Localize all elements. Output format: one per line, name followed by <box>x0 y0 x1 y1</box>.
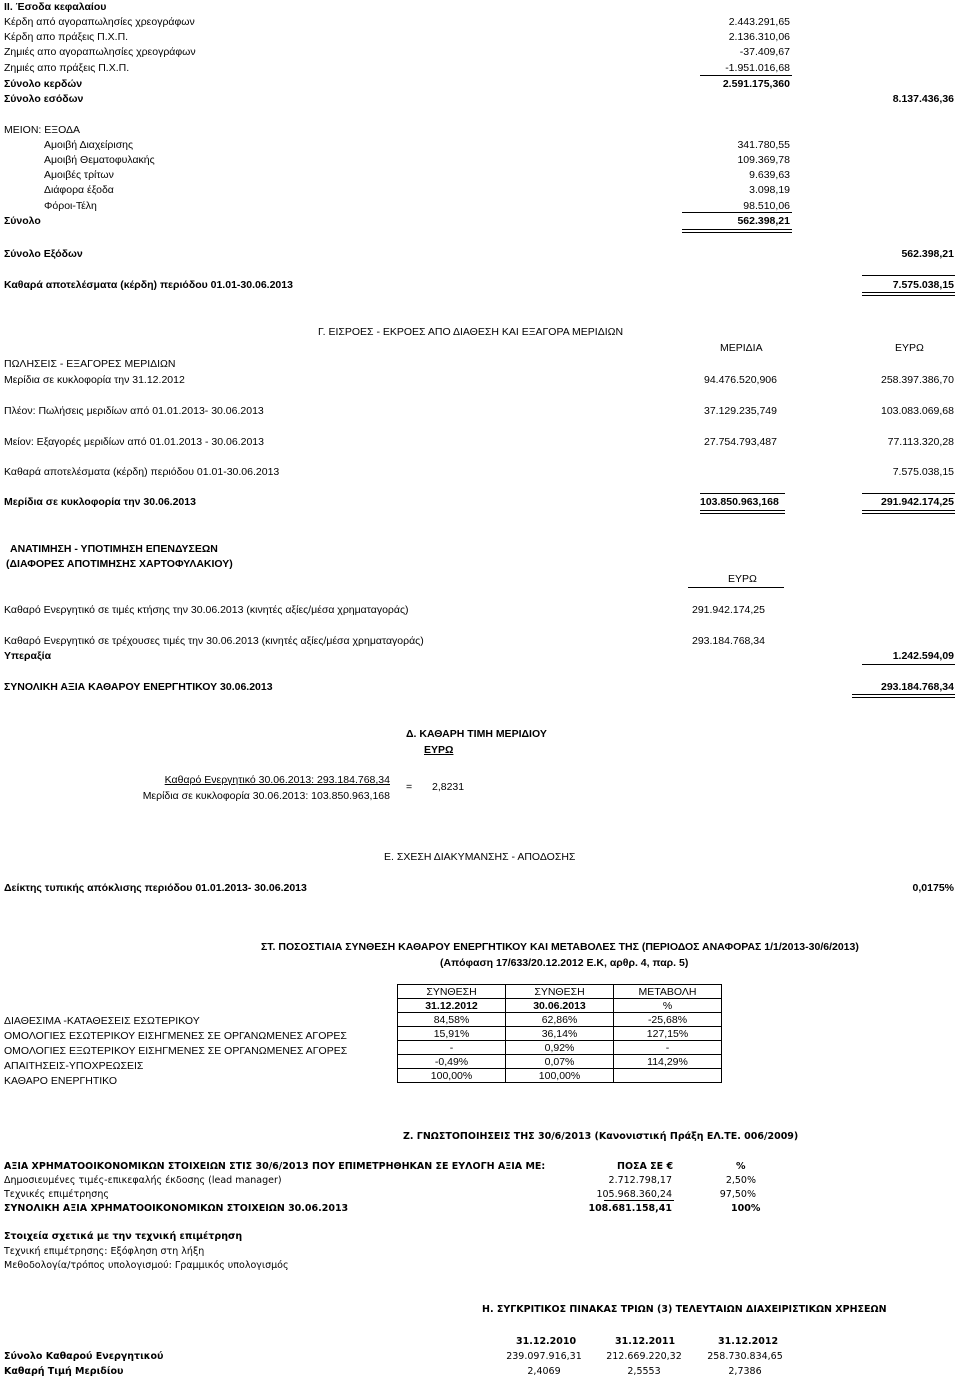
row-value: 2.443.291,65 <box>728 16 790 28</box>
cell: 127,15% <box>614 1027 722 1041</box>
row-units: 27.754.793,487 <box>704 436 777 448</box>
comparative-row-label: Καθαρή Τιμή Μεριδίου <box>4 1366 124 1377</box>
cell: 36,14% <box>506 1027 614 1041</box>
cell: 0,92% <box>506 1041 614 1055</box>
double-underline <box>852 694 955 698</box>
expenses-subtotal-value: 562.398,21 <box>737 215 790 227</box>
fair-value-row-pct: 97,50% <box>719 1189 756 1200</box>
surplus-value: 1.242.594,09 <box>892 650 954 662</box>
expense-value: 341.780,55 <box>737 139 790 151</box>
cell: 114,29% <box>614 1055 722 1069</box>
net-result-label: Καθαρά αποτελέσματα (κέρδη) περιόδου 01.01-30.06.2013 <box>4 279 293 291</box>
surplus-label: Υπεραξία <box>4 650 52 662</box>
cell: 100,00% <box>506 1069 614 1083</box>
row-label: Μείον: Εξαγορές μεριδίων από 01.01.2013 - 30.06.2013 <box>4 436 264 448</box>
section-title-volatility: Ε. ΣΧΕΣΗ ΔΙΑΚΥΜΑΝΣΗΣ - ΑΠΟΔΟΣΗΣ <box>384 851 576 863</box>
fair-value-row-label: Τεχνικές επιμέτρησης <box>4 1189 109 1200</box>
cell: -0,49% <box>398 1055 506 1069</box>
profit-total-label: Σύνολο κερδών <box>4 78 83 90</box>
divider <box>688 587 784 588</box>
equals-sign: = <box>406 781 413 793</box>
expense-value: 3.098,19 <box>749 184 790 196</box>
divider <box>682 212 792 213</box>
comparative-row-label: Σύνολο Καθαρού Ενεργητικού <box>4 1351 164 1362</box>
sales-header: ΠΩΛΗΣΕΙΣ - ΕΞΑΓΟΡΕΣ ΜΕΡΙΔΙΩΝ <box>4 358 176 370</box>
table-row <box>398 1055 722 1069</box>
table-row <box>398 1013 722 1027</box>
nav-numerator: Καθαρό Ενεργητικό 30.06.2013: 293.184.768,34 <box>164 774 390 786</box>
double-underline <box>700 510 785 514</box>
header-cell <box>398 999 506 1013</box>
nav-denominator: Μερίδια σε κυκλοφορία 30.06.2013: 103.850.963,168 <box>142 790 390 802</box>
row-value: -1.951.016,68 <box>725 62 790 74</box>
income-total-label: Σύνολο εσόδων <box>4 93 84 105</box>
comparative-value: 239.097.916,31 <box>506 1351 582 1362</box>
year-header: 31.12.2011 <box>615 1336 676 1347</box>
divider <box>862 275 955 276</box>
fair-value-row-amount: 105.968.360,24 <box>596 1189 672 1200</box>
double-underline <box>862 292 955 296</box>
fair-value-amount-header: ΠΟΣΑ ΣΕ € <box>617 1161 674 1172</box>
expenses-subtotal-label: Σύνολο <box>4 215 41 227</box>
comparative-value: 258.730.834,65 <box>707 1351 783 1362</box>
fair-value-total-label: ΣΥΝΟΛΙΚΗ ΑΞΙΑ ΧΡΗΜΑΤΟΟΙΚΟΝΟΜΙΚΩΝ ΣΤΟΙΧΕΙΩΝ 30.06.2013 <box>4 1203 349 1214</box>
fair-value-total-amount: 108.681.158,41 <box>588 1203 672 1214</box>
fair-value-pct-header: % <box>736 1161 746 1172</box>
header-cell <box>614 999 722 1013</box>
row-euro: 7.575.038,15 <box>892 466 954 478</box>
valuation-title: ΑΝΑΤΙΜΗΣΗ - ΥΠΟΤΙΜΗΣΗ ΕΠΕΝΔΥΣΕΩΝ <box>10 543 218 555</box>
expense-label: Διάφορα έξοδα <box>44 184 114 196</box>
section-title-disclosures: Ζ. ΓΝΩΣΤΟΠΟΙΗΣΕΙΣ ΤΗΣ 30/6/2013 (Κανονιστική Πράξη ΕΛ.ΤΕ. 006/2009) <box>403 1131 799 1142</box>
row-label: Κέρδη από αγοραπωλησίες χρεογράφων <box>4 16 195 28</box>
fair-value-row-amount: 2.712.798,17 <box>608 1175 672 1186</box>
header-text: 31.12.2012 <box>425 999 478 1012</box>
comparative-value: 2,7386 <box>728 1366 762 1377</box>
row-value: -37.409,67 <box>739 46 790 58</box>
row-label: Καθαρά αποτελέσματα (κέρδη) περιόδου 01.01-30.06.2013 <box>4 466 280 478</box>
cost-label: Καθαρό Ενεργητικό σε τιμές κτήσης την 30.06.2013 (κινητές αξίες/μέσα χρηματαγοράς) <box>4 604 409 616</box>
divider <box>862 664 955 665</box>
col-header-euro: ΕΥΡΩ <box>728 573 757 585</box>
composition-table <box>397 984 722 1083</box>
less-expenses-label: ΜΕΙΟΝ: ΕΞΟΔΑ <box>4 124 81 136</box>
divider <box>604 1200 674 1201</box>
row-label: Κέρδη απο πράξεις Π.Χ.Π. <box>4 31 129 43</box>
cell <box>614 1069 722 1083</box>
cell: 62,86% <box>506 1013 614 1027</box>
double-underline <box>862 510 955 514</box>
composition-header-row <box>398 985 722 999</box>
header-text: ΣΥΝΘΕΣΗ <box>426 985 477 998</box>
final-euro-value: 291.942.174,25 <box>881 496 954 508</box>
section-title-nav-per-unit: Δ. ΚΑΘΑΡΗ ΤΙΜΗ ΜΕΡΙΔΙΟΥ <box>406 728 547 740</box>
comparative-value: 212.669.220,32 <box>606 1351 682 1362</box>
expense-label: Αμοιβές τρίτων <box>44 169 114 181</box>
table-row <box>398 1027 722 1041</box>
row-units: 94.476.520,906 <box>704 374 777 386</box>
expense-label: Φόροι-Τέλη <box>44 200 97 212</box>
composition-row-label: ΚΑΘΑΡΟ ΕΝΕΡΓΗΤΙΚΟ <box>4 1075 117 1087</box>
header-cell <box>506 999 614 1013</box>
row-label: Ζημιές απο πράξεις Π.Χ.Π. <box>4 62 130 74</box>
header-text: 30.06.2013 <box>533 999 586 1012</box>
composition-subtitle: (Απόφαση 17/633/20.12.2012 Ε.Κ, αρθρ. 4, παρ. 5) <box>440 957 689 969</box>
table-row <box>398 1041 722 1055</box>
header-text: ΜΕΤΑΒΟΛΗ <box>638 985 697 998</box>
double-underline <box>682 229 792 233</box>
current-label: Καθαρό Ενεργητικό σε τρέχουσες τιμές την 30.06.2013 (κινητές αξίες/μέσα χρηματαγοράς) <box>4 635 424 647</box>
row-euro: 258.397.386,70 <box>881 374 954 386</box>
cost-value: 291.942.174,25 <box>692 604 765 616</box>
cell: 15,91% <box>398 1027 506 1041</box>
divider <box>700 493 785 494</box>
expense-label: Αμοιβή Θεματοφυλακής <box>44 154 155 166</box>
std-dev-value: 0,0175% <box>912 882 954 894</box>
expense-value: 109.369,78 <box>737 154 790 166</box>
col-header-euro: ΕΥΡΩ <box>895 342 924 354</box>
tech-line: Τεχνική επιμέτρησης: Εξόφληση στη λήξη <box>4 1246 205 1257</box>
header-cell <box>398 985 506 999</box>
cell: - <box>614 1041 722 1055</box>
cell: 0,07% <box>506 1055 614 1069</box>
final-units-value: 103.850.963,168 <box>700 496 779 508</box>
header-cell <box>614 985 722 999</box>
col-header-units: ΜΕΡΙΔΙΑ <box>720 342 763 354</box>
composition-row-label: ΟΜΟΛΟΓΙΕΣ ΕΞΩΤΕΡΙΚΟΥ ΕΙΣΗΓΜΕΝΕΣ ΣΕ ΟΡΓΑΝΩΜΕΝΕΣ ΑΓΟΡΕΣ <box>4 1045 348 1057</box>
row-value: 2.136.310,06 <box>728 31 790 43</box>
header-text: ΣΥΝΘΕΣΗ <box>534 985 585 998</box>
cell: 84,58% <box>398 1013 506 1027</box>
cell: 100,00% <box>398 1069 506 1083</box>
expenses-total-label: Σύνολο Εξόδων <box>4 248 83 260</box>
income-total-value: 8.137.436,36 <box>892 93 954 105</box>
cell: -25,68% <box>614 1013 722 1027</box>
comparative-value: 2,4069 <box>527 1366 561 1377</box>
year-header: 31.12.2012 <box>718 1336 779 1347</box>
profit-total-value: 2.591.175,360 <box>722 78 790 90</box>
fair-value-header: ΑΞΙΑ ΧΡΗΜΑΤΟΟΙΚΟΝΟΜΙΚΩΝ ΣΤΟΙΧΕΙΩΝ ΣΤΙΣ 30/6/2013 ΠΟΥ ΕΠΙΜΕΤΡΗΘΗΚΑΝ ΣΕ ΕΥΛΟΓΗ ΑΞΙΑ ΜΕ: <box>4 1161 546 1172</box>
composition-row-label: ΟΜΟΛΟΓΙΕΣ ΕΣΩΤΕΡΙΚΟΥ ΕΙΣΗΓΜΕΝΕΣ ΣΕ ΟΡΓΑΝΩΜΕΝΕΣ ΑΓΟΡΕΣ <box>4 1030 347 1042</box>
fair-value-total-pct: 100% <box>731 1203 761 1214</box>
header-cell <box>506 985 614 999</box>
fair-value-row-pct: 2,50% <box>725 1175 756 1186</box>
composition-header-row <box>398 999 722 1013</box>
net-result-value: 7.575.038,15 <box>892 279 954 291</box>
row-euro: 103.083.069,68 <box>881 405 954 417</box>
composition-row-label: ΔΙΑΘΕΣΙΜΑ -ΚΑΤΑΘΕΣΕΙΣ ΕΣΩΤΕΡΙΚΟΥ <box>4 1015 200 1027</box>
section-title-inflows-outflows: Γ. ΕΙΣΡΟΕΣ - ΕΚΡΟΕΣ ΑΠΟ ΔΙΑΘΕΣΗ ΚΑΙ ΕΞΑΓΟΡΑ ΜΕΡΙΔΙΩΝ <box>318 326 624 338</box>
fair-value-row-label: Δημοσιευμένες τιμές-επικεφαλής έκδοσης (lead manager) <box>4 1175 282 1186</box>
expense-label: Αμοιβή Διαχείρισης <box>44 139 134 151</box>
comparative-value: 2,5553 <box>627 1366 661 1377</box>
composition-row-label: ΑΠΑΙΤΗΣΕΙΣ-ΥΠΟΧΡΕΩΣΕΙΣ <box>4 1060 144 1072</box>
expense-value: 9.639,63 <box>749 169 790 181</box>
nav-label: ΣΥΝΟΛΙΚΗ ΑΞΙΑ ΚΑΘΑΡΟΥ ΕΝΕΡΓΗΤΙΚΟΥ 30.06.2013 <box>4 681 273 693</box>
tech-title: Στοιχεία σχετικά με την τεχνική επιμέτρηση <box>4 1231 243 1242</box>
section-title-composition: ΣΤ. ΠΟΣΟΣΤΙΑΙΑ ΣΥΝΘΕΣΗ ΚΑΘΑΡΟΥ ΕΝΕΡΓΗΤΙΚΟΥ ΚΑΙ ΜΕΤΑΒΟΛΕΣ ΤΗΣ (ΠΕΡΙΟΔΟΣ ΑΝΑΦΟΡΑΣ 1/1/2013-30/6/2013) <box>261 941 859 953</box>
nav-value: 293.184.768,34 <box>881 681 954 693</box>
final-units-label: Μερίδια σε κυκλοφορία την 30.06.2013 <box>4 496 196 508</box>
tech-line: Μεθοδολογία/τρόπος υπολογισμού: Γραμμικός υπολογισμός <box>4 1260 289 1271</box>
row-euro: 77.113.320,28 <box>887 436 954 448</box>
expenses-total-value: 562.398,21 <box>901 248 954 260</box>
divider <box>700 75 792 76</box>
expense-value: 98.510,06 <box>743 200 790 212</box>
cell: - <box>398 1041 506 1055</box>
row-label: Πλέον: Πωλήσεις μεριδίων από 01.01.2013- 30.06.2013 <box>4 405 264 417</box>
year-header: 31.12.2010 <box>516 1336 577 1347</box>
divider <box>862 493 955 494</box>
table-row <box>398 1069 722 1083</box>
std-dev-label: Δείκτης τυπικής απόκλισης περιόδου 01.01.2013- 30.06.2013 <box>4 882 307 894</box>
row-label: Μερίδια σε κυκλοφορία την 31.12.2012 <box>4 374 185 386</box>
section-title-comparative: Η. ΣΥΓΚΡΙΤΙΚΟΣ ΠΙΝΑΚΑΣ ΤΡΙΩΝ (3) ΤΕΛΕΥΤΑΙΩΝ ΔΙΑΧΕΙΡΙΣΤΙΚΩΝ ΧΡΗΣΕΩΝ <box>482 1304 887 1315</box>
row-units: 37.129.235,749 <box>704 405 777 417</box>
header-text: % <box>662 999 673 1012</box>
row-label: Ζημιές απο αγοραπωλησίες χρεογράφων <box>4 46 196 58</box>
nav-result: 2,8231 <box>432 781 465 793</box>
current-value: 293.184.768,34 <box>692 635 765 647</box>
valuation-subtitle: (ΔΙΑΦΟΡΕΣ ΑΠΟΤΙΜΗΣΗΣ ΧΑΡΤΟΦΥΛΑΚΙΟΥ) <box>6 558 233 570</box>
section-title-capital-income: II. Έσοδα κεφαλαίου <box>4 1 107 13</box>
nav-unit-currency: ΕΥΡΩ <box>424 744 454 756</box>
